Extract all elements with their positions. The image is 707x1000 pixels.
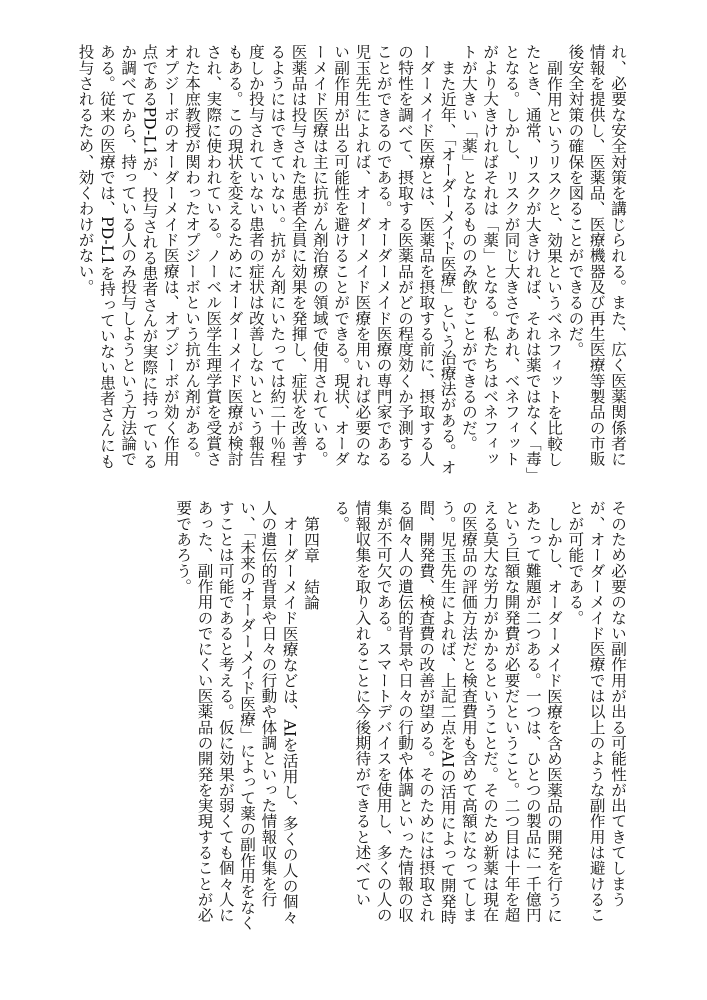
paragraph: オーダーメイド医療などは、AIを活用し、多くの人の個々人の遺伝的背景や日々の行動や体調といった情報収集を行い、「未来のオーダーメイド医療」によって薬の副作用をなくすことは可能であると考える。仮に効果が弱くても個々人にあった、副作用のでにくい医薬品の開発を実現することが必要であろう。 (174, 500, 299, 931)
paragraph: そのため必要のない副作用が出る可能性が出てきてしまうが、オーダーメイド医療では以上のような副作用は避けることが可能である。 (566, 500, 627, 923)
lower-left-text-block (174, 500, 321, 936)
paragraph: れ、必要な安全対策を講じられる。また、広く医薬関係者に情報を提供し、医薬品、医療機器及び再生医療等製品の市販後安全対策の確保を図ることができるのだ。 (566, 44, 627, 467)
upper-text-block (76, 44, 628, 480)
lower-right-text-block (332, 500, 628, 936)
chapter-heading: 第四章 結論 (302, 515, 320, 610)
paragraph: また近年、「オーダーメイド医療」という治療法がある。オーダーメイド医療とは、医薬品を摂取する前に、摂取する人の特性を調べて、摂取する医薬品がどの程度効くか予測することができるのである。オーダーメイド医療の専門家である児玉先生によれば、オーダーメイド医療を用いれば必要のない副作用が出る可能性を避けることができる。現状、オーダーメイド医療は主に抗がん剤治療の領域で使用されている。医薬品は投与された患者全員に効果を発揮し、症状を改善するようにはできていない。抗がん剤にいたっては約二十％程度しか投与されていない患者の症状は改善しないという報告もある。この現状を変えるためにオーダーメイド医療が検討され、実際に使われている。ノーベル医学生理学賞を受賞された本庶教授が関わったオプジーボという抗がん剤がある。オプジーボのオーダーメイド医療は、オプジーボが効く作用点であるPD-L1が、投与される患者さんが実際に持っているか調べてから、持っている人のみ投与しようという方法論である。従来の医療では、PD-L1を持っていない患者さんにも投与されるため、効くわけがない。 (76, 44, 457, 475)
paragraph: しかし、オーダーメイド医療を含め医薬品の開発を行うにあたって難題が二つある。一つは、ひとつの製品に一千億円という巨額な開発費が必要だということ。二つ目は十年を超える莫大な労力がかかるということだ。そのため新薬は現在の医療品の評価方法だと検査費用も含めて高額になってしまう。児玉先生によれば、上記二点をAIの活用によって開発時間、開発費、検査費の改善が望める。そのためには摂取される個々人の遺伝的背景や日々の行動や体調といった情報の収集が不可欠である。スマートデバイスを使用し、多くの人の情報収集を取り入れることに今後期待ができると述べている。 (332, 500, 564, 925)
paragraph: 副作用というリスクと、効果というベネフィットを比較したとき、通常、リスクが大きければ、それは薬ではなく「毒」となる。しかし、リスクが同じ大きさであれ、ベネフィットがより大きければそれは「薬」となる。私たちはベネフィットが大きい「薬」となるもののみ飲むことができるのだ。 (459, 44, 564, 475)
